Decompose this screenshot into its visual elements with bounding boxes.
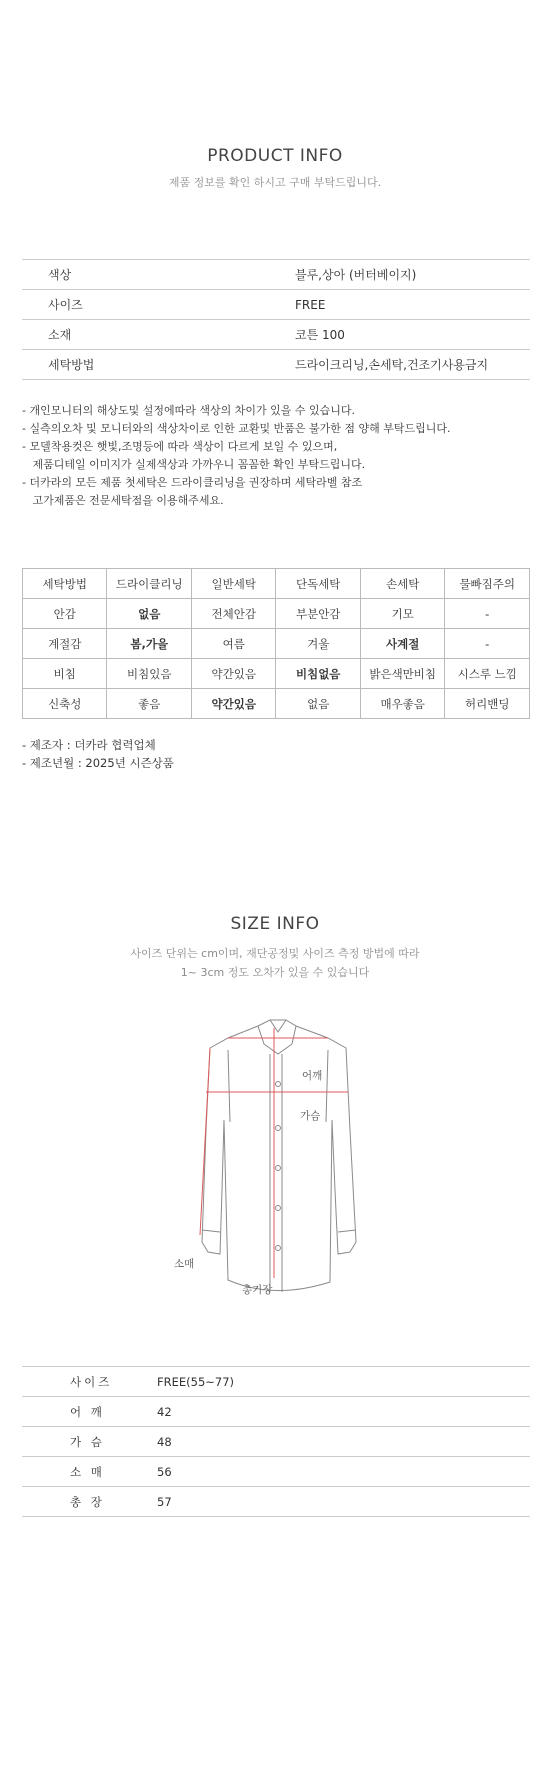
info-row-size xyxy=(22,290,530,320)
note-line: 제품디테일 이미지가 실제색상과 가까우니 꼼꼼한 확인 부탁드립니다. xyxy=(22,458,366,471)
info-row-washing xyxy=(22,350,530,380)
note-line: - 모델착용컷은 햇빛,조명등에 따라 색상이 다르게 보일 수 있으며, xyxy=(22,440,338,453)
length-label: 총기장 xyxy=(242,1284,273,1296)
size-label: 사이즈 xyxy=(70,1374,113,1389)
care-row xyxy=(23,659,530,689)
care-row xyxy=(23,629,530,659)
info-row-color xyxy=(22,260,530,290)
manufacture-date: - 제조년월 : 2025년 시즌상품 xyxy=(22,756,174,770)
care-cell: 약간있음 xyxy=(191,659,275,689)
care-cell: 비침없음 xyxy=(276,659,360,689)
info-value: 코튼 100 xyxy=(295,328,345,342)
size-label: 어 깨 xyxy=(70,1404,105,1419)
product-info-table xyxy=(22,259,530,380)
size-label: 가 슴 xyxy=(70,1434,105,1449)
care-row xyxy=(23,689,530,719)
care-cell: 봄,가을 xyxy=(107,629,192,659)
notes-list xyxy=(22,402,530,510)
size-row xyxy=(22,1427,530,1457)
size-value: 48 xyxy=(157,1434,172,1449)
care-cell: 매우좋음 xyxy=(360,689,444,719)
care-row-header: 계절감 xyxy=(23,629,107,659)
size-info-subtitle-1: 사이즈 단위는 cm이며, 재단공정및 사이즈 측정 방법에 따라 xyxy=(130,947,420,960)
info-label: 사이즈 xyxy=(48,298,83,312)
care-row xyxy=(23,569,530,599)
care-row-header: 세탁방법 xyxy=(23,569,107,599)
care-cell: 여름 xyxy=(191,629,275,659)
size-row xyxy=(22,1397,530,1427)
care-cell: 겨울 xyxy=(276,629,360,659)
sleeve-measure-line xyxy=(200,1048,210,1235)
size-value: FREE(55~77) xyxy=(157,1374,235,1389)
care-cell: - xyxy=(445,629,530,659)
care-cell: 물빠짐주의 xyxy=(445,569,530,599)
care-row xyxy=(23,599,530,629)
size-row xyxy=(22,1367,530,1397)
info-value: FREE xyxy=(295,297,326,312)
care-cell: 손세탁 xyxy=(360,569,444,599)
care-cell: 부분안감 xyxy=(276,599,360,629)
note-line: - 개인모니터의 해상도및 설정에따라 색상의 차이가 있을 수 있습니다. xyxy=(22,404,355,417)
product-info-subtitle: 제품 정보를 확인 하시고 구매 부탁드립니다. xyxy=(168,176,382,189)
collar-outline xyxy=(258,1020,296,1054)
info-value: 블루,상아 (버터베이지) xyxy=(295,268,417,282)
care-cell: - xyxy=(445,599,530,629)
care-cell: 사계절 xyxy=(360,629,444,659)
size-value: 56 xyxy=(157,1464,172,1479)
info-row-material xyxy=(22,320,530,350)
shirt-diagram xyxy=(170,1010,380,1295)
care-cell: 드라이클리닝 xyxy=(107,569,192,599)
info-value: 드라이크리닝,손세탁,건조기사용금지 xyxy=(295,358,489,372)
care-row-header: 비침 xyxy=(23,659,107,689)
care-cell: 일반세탁 xyxy=(191,569,275,599)
size-label: 소 매 xyxy=(70,1464,105,1479)
sleeve-label: 소매 xyxy=(174,1258,195,1270)
manufacturer: - 제조자 : 더카라 협력업체 xyxy=(22,738,156,752)
care-cell: 단독세탁 xyxy=(276,569,360,599)
size-info-subtitle-2: 1~ 3cm 정도 오차가 있을 수 있습니다 xyxy=(180,966,370,979)
note-line: - 더카라의 모든 제품 첫세탁은 드라이클리닝을 권장하며 세탁라벨 참조 xyxy=(22,476,363,489)
size-row xyxy=(22,1457,530,1487)
care-cell: 밝은색만비침 xyxy=(360,659,444,689)
care-cell: 비침있음 xyxy=(107,659,192,689)
care-cell: 전체안감 xyxy=(191,599,275,629)
care-cell: 좋음 xyxy=(107,689,192,719)
care-cell: 허리밴딩 xyxy=(445,689,530,719)
info-label: 소재 xyxy=(48,328,72,342)
care-cell: 시스루 느낌 xyxy=(445,659,530,689)
size-row xyxy=(22,1487,530,1517)
care-cell: 기모 xyxy=(360,599,444,629)
size-table xyxy=(22,1366,530,1517)
note-line: - 실측의오차 및 모니터와의 색상차이로 인한 교환및 반품은 불가한 점 양해 부탁드립니다. xyxy=(22,422,451,435)
size-label: 총 장 xyxy=(70,1494,105,1509)
care-row-header: 신축성 xyxy=(23,689,107,719)
info-label: 세탁방법 xyxy=(48,358,95,372)
size-info-title: SIZE INFO xyxy=(230,914,320,934)
care-row-header: 안감 xyxy=(23,599,107,629)
care-cell: 없음 xyxy=(107,599,192,629)
care-table xyxy=(22,568,530,719)
care-cell: 약간있음 xyxy=(191,689,275,719)
note-line: 고가제품은 전문세탁점을 이용해주세요. xyxy=(22,494,224,507)
chest-label: 가슴 xyxy=(300,1110,321,1122)
info-label: 색상 xyxy=(48,268,72,282)
care-cell: 없음 xyxy=(276,689,360,719)
shoulder-label: 어깨 xyxy=(302,1070,323,1082)
size-value: 42 xyxy=(157,1404,172,1419)
product-info-title: PRODUCT INFO xyxy=(207,146,343,166)
size-value: 57 xyxy=(157,1494,172,1509)
maker-info xyxy=(22,736,174,772)
